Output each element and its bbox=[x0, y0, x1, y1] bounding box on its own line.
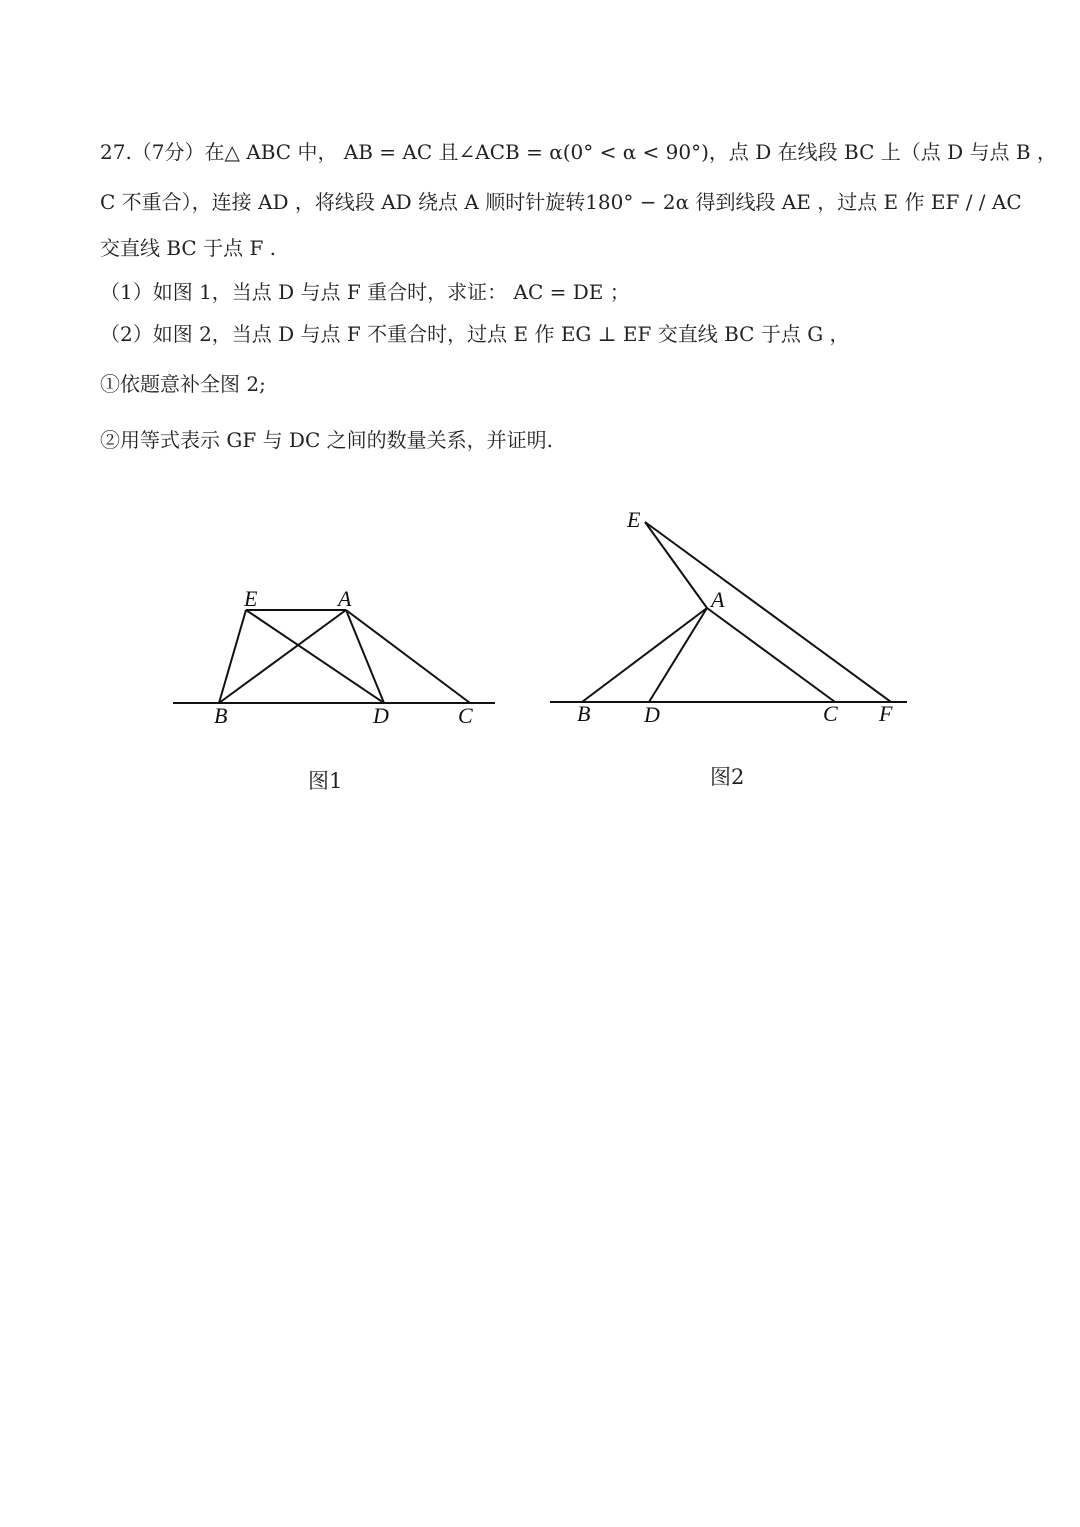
segment-ef bbox=[645, 522, 891, 702]
figure-2 bbox=[545, 500, 915, 730]
label-c: C bbox=[458, 703, 473, 728]
figure-2-diagram bbox=[545, 500, 915, 730]
segment-ac bbox=[707, 608, 835, 702]
figure-1 bbox=[160, 570, 510, 740]
segment-ad bbox=[649, 608, 707, 702]
label-b: B bbox=[214, 703, 228, 728]
figure-1-diagram bbox=[160, 570, 510, 740]
segment-ab bbox=[219, 610, 346, 703]
label-d: D bbox=[373, 703, 389, 728]
problem-line-1: 27.（7分）在△ ABC 中， AB = AC 且∠ACB = α(0° < α < 90°)，点 D 在线段 BC 上（点 D 与点 B ， bbox=[100, 140, 1057, 164]
segment-eb bbox=[219, 610, 246, 703]
label-d: D bbox=[644, 702, 660, 727]
problem-line-2: C 不重合），连接 AD ，将线段 AD 绕点 A 顺时针旋转180° − 2α 得到线段 AE ，过点 E 作 EF / / AC bbox=[100, 190, 1022, 214]
label-f: F bbox=[879, 701, 893, 726]
part-1-question: （1）如图 1，当点 D 与点 F 重合时，求证： AC = DE ； bbox=[100, 280, 630, 304]
part-2-subquestion-2: ②用等式表示 GF 与 DC 之间的数量关系，并证明. bbox=[100, 428, 553, 452]
label-e: E bbox=[244, 586, 258, 611]
label-b: B bbox=[577, 701, 591, 726]
figure-1-caption: 图1 bbox=[308, 769, 343, 793]
label-a: A bbox=[711, 587, 725, 612]
segment-ea bbox=[645, 522, 707, 608]
part-2-subquestion-1: ①依题意补全图 2; bbox=[100, 372, 266, 396]
part-2-question: （2）如图 2，当点 D 与点 F 不重合时，过点 E 作 EG ⊥ EF 交直线 BC 于点 G ， bbox=[100, 322, 850, 346]
figure-2-caption: 图2 bbox=[710, 765, 745, 789]
label-e: E bbox=[627, 507, 641, 532]
problem-line-3: 交直线 BC 于点 F . bbox=[100, 236, 277, 260]
segment-ab bbox=[582, 608, 707, 702]
label-c: C bbox=[823, 701, 838, 726]
label-a: A bbox=[338, 586, 352, 611]
